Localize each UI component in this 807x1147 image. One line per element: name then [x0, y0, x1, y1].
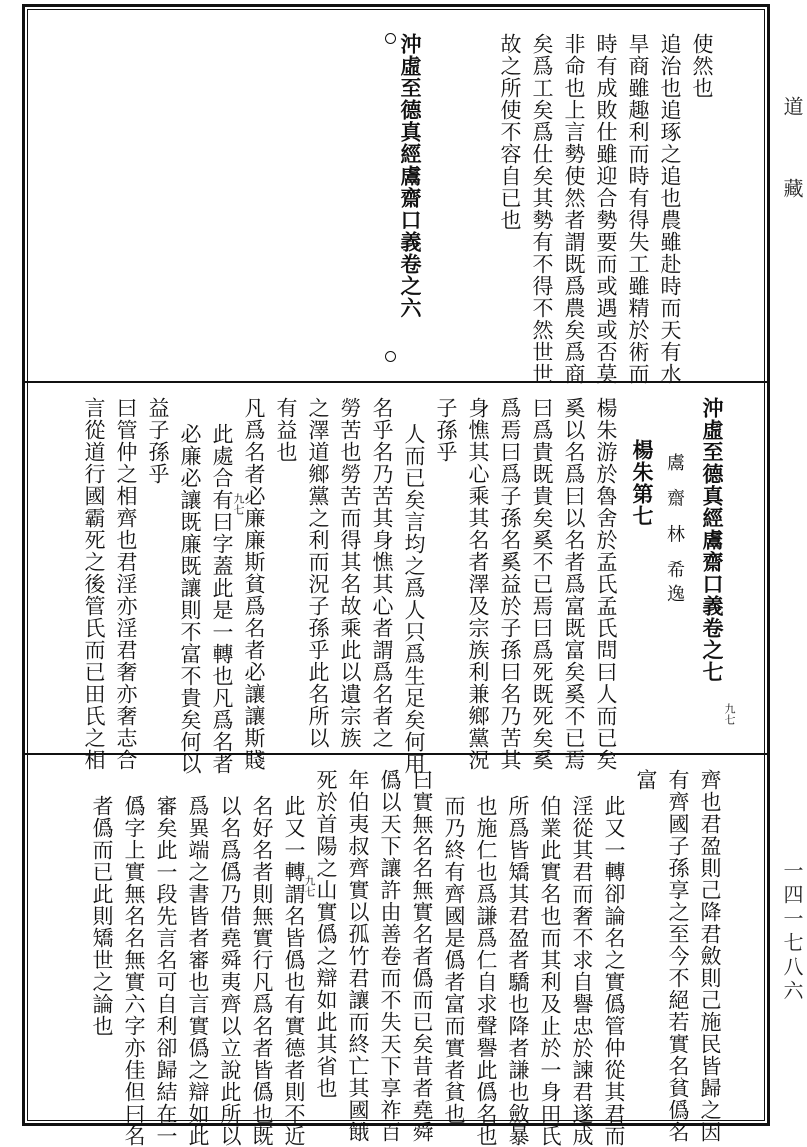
inline-leaf-marker: 九七 [232, 493, 245, 515]
text-column: 曰實無名名無實名者僞而已矣昔者堯舜 [410, 769, 434, 1143]
text-column: 故之所使不容自已也 [498, 33, 522, 231]
text-column: 者僞而已此則矯世之論也 [90, 795, 114, 1037]
panel-middle [25, 381, 767, 775]
leaf-marker: 九七 [723, 703, 736, 725]
margin-label-zang: 藏 [780, 178, 804, 198]
text-column: 之澤道鄉黨之利而況子孫乎此名所以 [306, 397, 330, 749]
text-column: 使然也 [690, 33, 714, 99]
text-column: 凡爲名者必廉廉斯貧爲名者必讓讓斯賤 [242, 397, 266, 771]
text-column: 此又一轉謂名皆僞也有實德者則不近 [282, 795, 306, 1147]
text-column: 名好名者則無實行凡爲名者皆僞也既 [250, 795, 274, 1147]
text-column: 有益也 [274, 397, 298, 463]
text-column: 以名爲僞乃借堯舜夷齊以立說此所以 [218, 795, 242, 1147]
text-column: 也施仁也爲謙爲仁自求聲譽此僞名也 [474, 795, 498, 1147]
inline-leaf-marker: 九七 [303, 875, 316, 897]
circle-marker-icon [385, 33, 396, 44]
text-column: 益子孫乎 [146, 397, 170, 485]
text-column: 爲焉曰爲子孫名奚益於子孫曰名乃苦其 [498, 397, 522, 771]
text-column: 楊朱游於魯舍於孟氏孟氏問曰人而已矣 [594, 397, 618, 771]
text-column: 子孫乎 [434, 397, 458, 463]
text-column: 齊也君盈則己降君斂則己施民皆歸之因 [698, 769, 722, 1143]
text-column: 勞苦也勞苦而得其名故乘此以遺宗族 [338, 397, 362, 749]
text-column: 言從道行國霸死之後管氏而已田氏之相 [82, 397, 106, 771]
text-column: 淫從其君而奢不求自譽忠於諫君遂成 [570, 795, 594, 1147]
circle-marker-icon [385, 351, 396, 362]
text-column: 曰管仲之相齊也君淫亦淫君奢亦奢志合 [114, 397, 138, 771]
text-column: 人而已矣言均之爲人只爲生足矣何用 [402, 423, 426, 775]
text-column: 而乃終有齊國是僞者富而實者貧也 [442, 795, 466, 1125]
text-column: 追治也追琢之追也農雖赴時而天有水 [658, 33, 682, 385]
text-column: 有齊國子孫享之至今不絕若實名貧僞名 [666, 769, 690, 1143]
text-column: 僞以天下讓許由善卷而不失天下享祚百 [378, 769, 402, 1143]
text-column: 矣爲工矣爲仕矣其勢有不得不然世世 [530, 33, 554, 385]
text-column: 此處合有曰字蓋此是一轉也凡爲名者 [210, 423, 234, 775]
text-column: 此又一轉卻論名之實僞管仲從其君而 [602, 795, 626, 1147]
text-column: 奚以名爲曰以名者爲富既富矣奚不已焉 [562, 397, 586, 771]
text-column: 爲異端之書皆者審也言實僞之辯如此 [186, 795, 210, 1147]
text-column: 非命也上言勢使然者謂既爲農矣爲商 [562, 33, 586, 385]
author-line: 鬳 齋 林 希逸 [664, 453, 685, 609]
text-column: 所爲皆矯其君盈者驕也降者謙也斂暴 [506, 795, 530, 1147]
panel-bottom [25, 753, 767, 1147]
page-number: 一四一七八六 [780, 860, 804, 1004]
volume-end-title: 沖虛至德真經鬳齋口義卷之六 [398, 33, 423, 319]
text-column: 旱商雖趣利而時有得失工雖精於術而 [626, 33, 650, 385]
text-column: 年伯夷叔齊實以孤竹君讓而終亡其國餓 [346, 769, 370, 1143]
text-column: 曰爲貴既貴矣奚不已焉曰爲死既死矣奚 [530, 397, 554, 771]
text-column: 時有成敗仕雖迎合勢要而或遇或否莫 [594, 33, 618, 385]
text-column: 名乎名乃苦其身憔其心者謂爲名者之 [370, 397, 394, 749]
chapter-title: 楊朱第七 [630, 439, 655, 527]
text-column: 伯業此實名也而其利及止於一身田氏 [538, 795, 562, 1147]
text-column: 死於首陽之山實僞之辯如此其省也 [314, 769, 338, 1099]
text-column: 必廉必讓既廉既讓則不富不貴矣何以 [178, 423, 202, 775]
panel-top [25, 7, 767, 385]
text-column: 富 [634, 769, 658, 791]
page-frame [22, 4, 770, 1147]
text-column: 僞字上實無名名無實六字亦佳但曰名 [122, 795, 146, 1147]
volume-title: 沖虛至德真經鬳齋口義卷之七 [700, 397, 725, 683]
text-column: 審矣此一段先言名可自利卻歸結在一 [154, 795, 178, 1147]
text-column: 身憔其心乘其名者澤及宗族利兼鄉黨況 [466, 397, 490, 771]
margin-label-dao: 道 [780, 96, 804, 116]
